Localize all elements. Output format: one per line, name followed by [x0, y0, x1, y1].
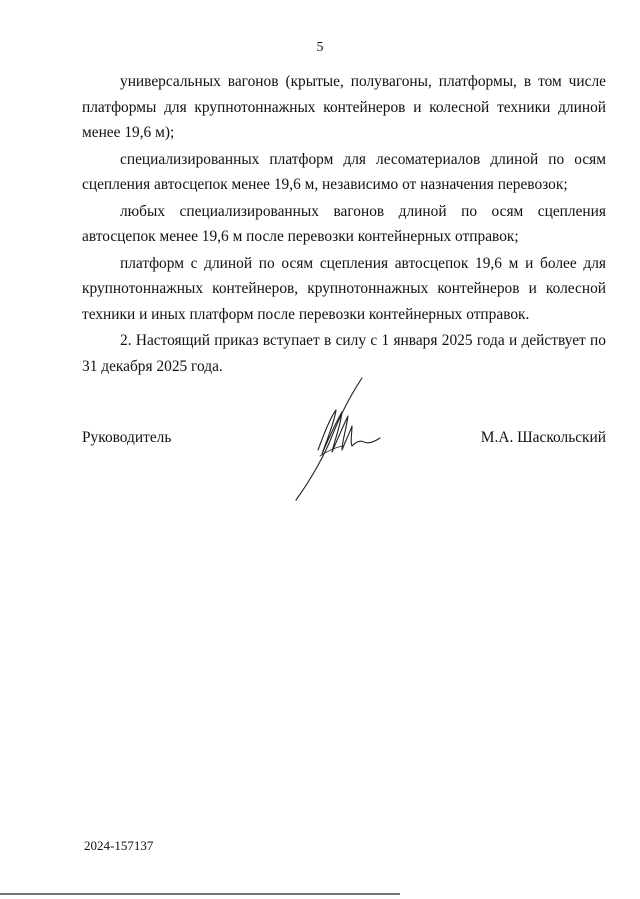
paragraph-timber-platforms: специализированных платформ для лесоматериалов длиной по осям сцепления автосцепок менее 19,6 м, независимо от назначения перевозок;	[82, 150, 606, 193]
page-number: 5	[316, 40, 324, 55]
scan-edge-line	[0, 893, 400, 895]
handwritten-signature	[290, 376, 390, 504]
paragraph-container-platforms: платформ с длиной по осям сцепления автосцепок 19,6 м и более для крупнотоннажных контейнеров, крупнотоннажных контейнеров и колесной техники и иных платформ после перевозки контейнерных отправок.	[82, 254, 606, 323]
paragraph-specialized-wagons: любых специализированных вагонов длиной по осям сцепления автосцепок менее 19,6 м после перевозки контейнерных отправок;	[82, 202, 606, 245]
paragraph-universal-wagons: универсальных вагонов (крытые, полувагоны, платформы, в том числе платформы для крупнотоннажных контейнеров и колесной техники длиной менее 19,6 м);	[82, 73, 606, 141]
signer-title: Руководитель	[82, 429, 172, 446]
document-registration-number: 2024-157137	[84, 838, 154, 853]
signer-name: М.А. Шаскольский	[480, 429, 606, 446]
body-text	[82, 69, 606, 380]
paragraph-effective-date: 2. Настоящий приказ вступает в силу с 1 января 2025 года и действует по 31 декабря 2025 года.	[82, 332, 606, 375]
